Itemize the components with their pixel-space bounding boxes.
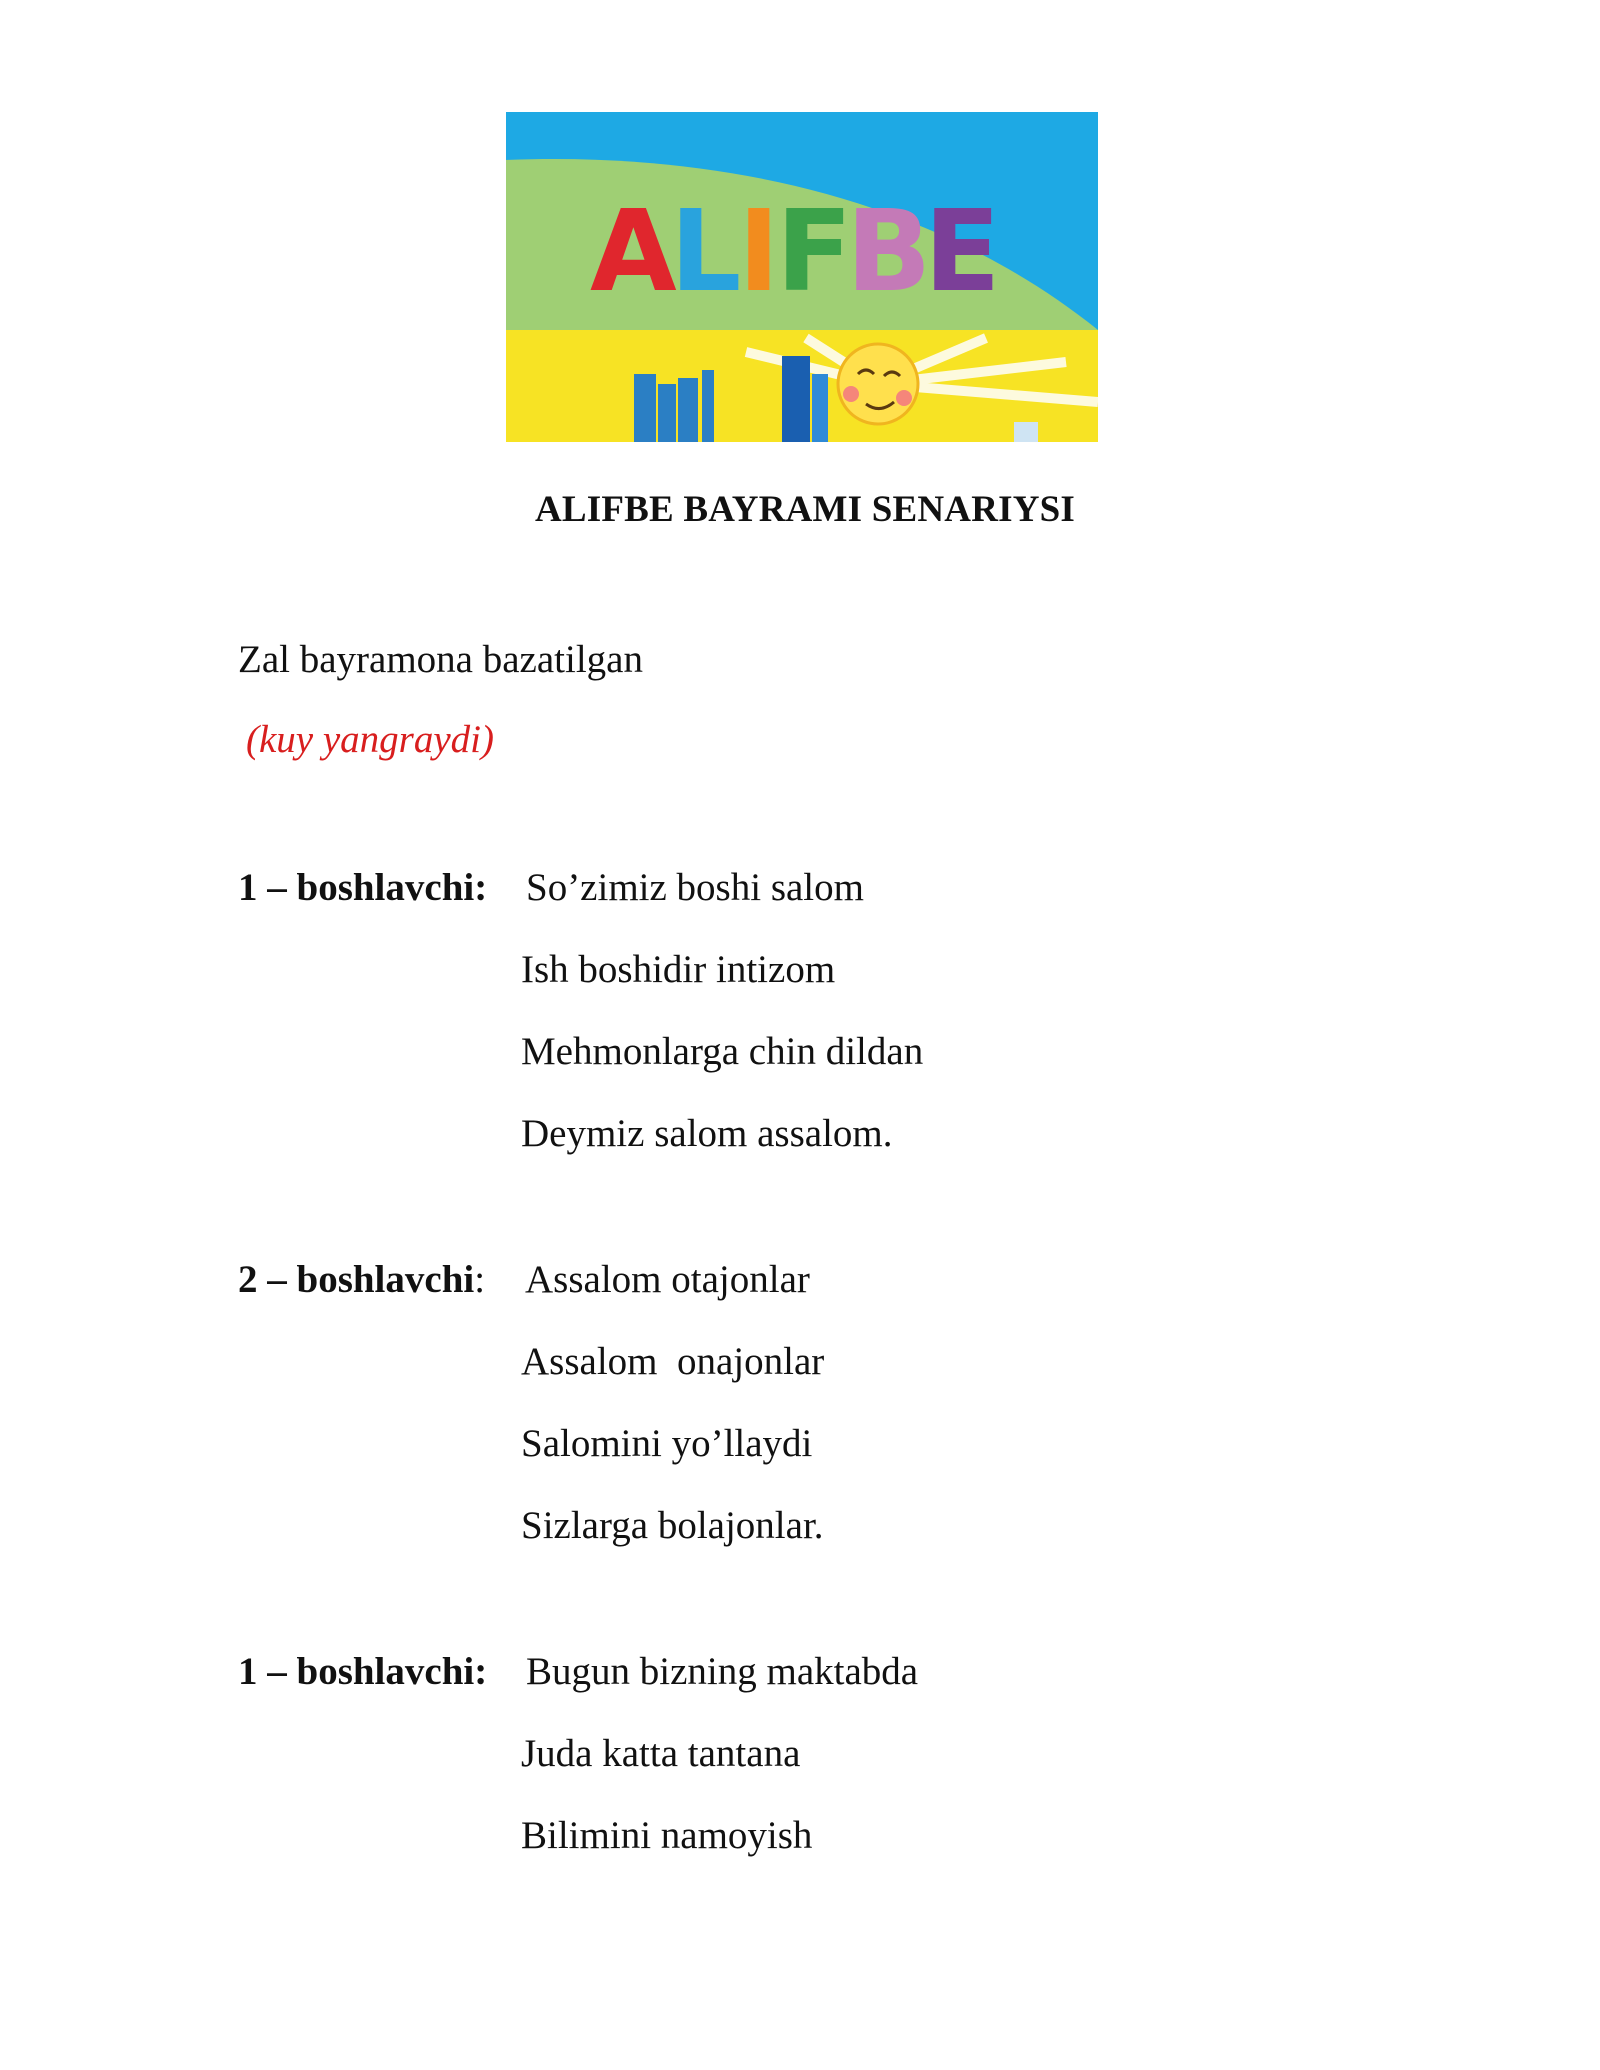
stage-direction: (kuy yangraydi) <box>246 718 494 761</box>
svg-text:I: I <box>738 187 780 317</box>
alifbe-banner-image <box>506 112 1098 442</box>
verse-line: Bilimini namoyish <box>521 1814 813 1857</box>
verse-line: Assalom otajonlar <box>525 1258 810 1301</box>
svg-text:L: L <box>670 187 742 317</box>
verse-line: Ish boshidir intizom <box>521 948 836 991</box>
verse-line: Mehmonlarga chin dildan <box>521 1030 924 1073</box>
sun-face <box>838 344 918 424</box>
svg-text:F: F <box>776 187 853 317</box>
svg-text:E: E <box>924 187 1001 317</box>
intro-line: Zal bayramona bazatilgan <box>238 638 643 681</box>
speaker-label <box>238 1256 485 1304</box>
verse-line: Assalom onajonlar <box>521 1340 825 1383</box>
speaker-name: 2 – boshlavchi <box>238 1258 475 1301</box>
verse-line: Juda katta tantana <box>521 1732 801 1775</box>
verse-line: Salomini yo’llaydi <box>521 1422 813 1465</box>
verse-line: Sizlarga bolajonlar. <box>521 1504 824 1547</box>
speaker-colon: : <box>474 1258 486 1301</box>
svg-text:B: B <box>846 187 932 317</box>
verse-line: So’zimiz boshi salom <box>526 866 864 909</box>
svg-text:A: A <box>590 187 677 317</box>
verse-line: Bugun bizning maktabda <box>526 1650 919 1693</box>
speaker-label: 1 – boshlavchi: <box>238 866 488 909</box>
document-title: ALIFBE BAYRAMI SENARIYSI <box>534 489 1076 530</box>
alifbe-logo-letters <box>590 187 1001 317</box>
verse-line: Deymiz salom assalom. <box>521 1112 893 1155</box>
speaker-label: 1 – boshlavchi: <box>238 1650 488 1693</box>
